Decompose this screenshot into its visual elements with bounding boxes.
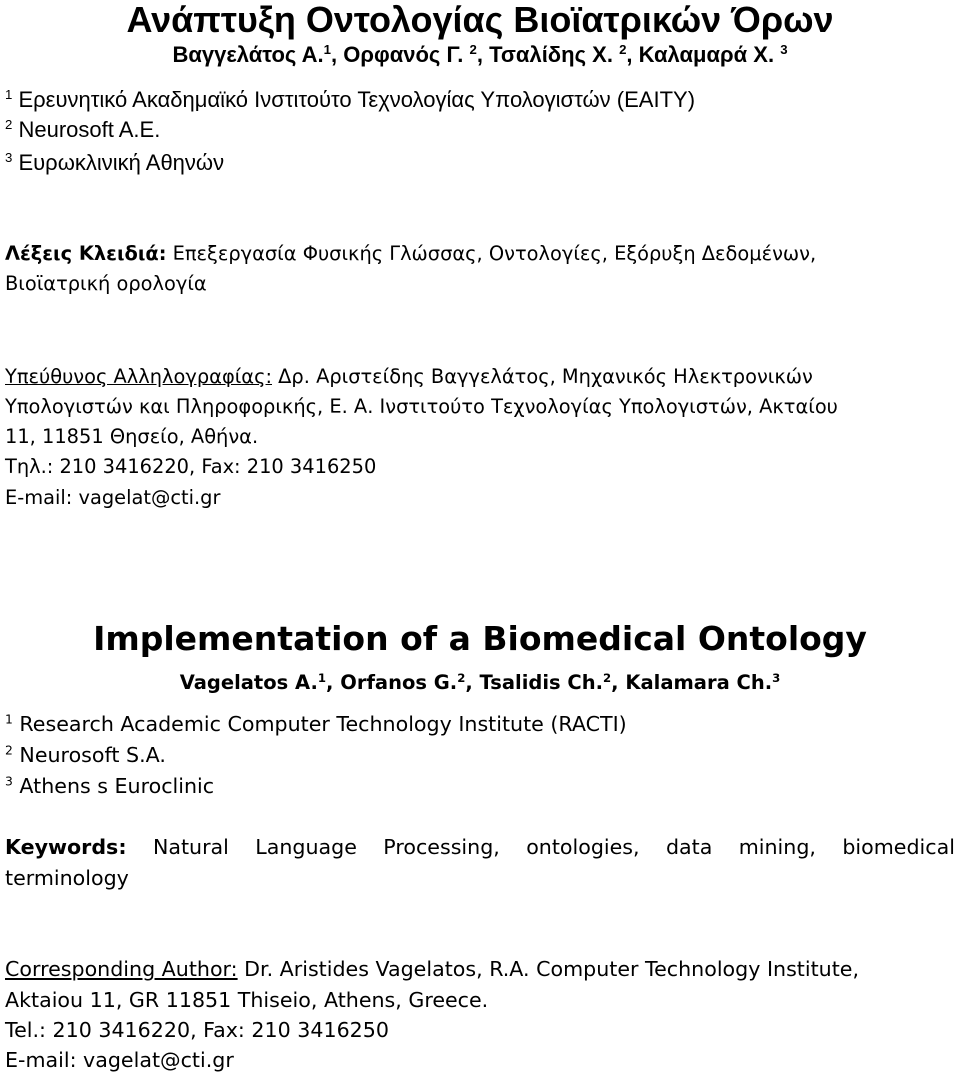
greek-author-4-affil: 3 — [780, 42, 788, 58]
greek-corr-text-1: Δρ. Αριστείδης Βαγγελάτος, Μηχανικός Ηλεκτρονικών — [278, 365, 813, 388]
english-keywords-line-1 — [5, 832, 955, 862]
english-keyword-word: data — [665, 835, 713, 859]
greek-keywords-line-1 — [5, 241, 816, 267]
greek-author-2-affil: 2 — [469, 42, 477, 58]
english-keyword-word: Processing, — [383, 835, 500, 859]
greek-affiliation-3-num: 3 — [5, 150, 13, 166]
english-corr-label: Corresponding Author: — [5, 957, 238, 981]
greek-affiliation-2 — [5, 117, 160, 143]
english-corr-line-2: Aktaiou 11, GR 11851 Thiseio, Athens, Greece. — [5, 988, 489, 1012]
english-affiliation-1-text: Research Academic Computer Technology Institute (RACTI) — [19, 712, 627, 736]
english-author-2: Orfanos G. — [340, 671, 458, 694]
greek-title: Ανάπτυξη Οντολογίας Βιοϊατρικών Όρων — [126, 0, 834, 40]
greek-affiliation-1-text: Ερευνητικό Ακαδημαϊκό Ινστιτούτο Τεχνολογίας Υπολογιστών (ΕΑΙΤΥ) — [18, 87, 696, 112]
greek-affiliation-3-text: Ευρωκλινική Αθηνών — [18, 150, 225, 175]
greek-author-3: Τσαλίδης Χ. — [489, 42, 613, 67]
greek-keywords-text-1: Επεξεργασία Φυσικής Γλώσσας, Οντολογίες, Εξόρυξη Δεδομένων, — [172, 242, 817, 265]
english-keyword-word: Natural — [152, 835, 229, 859]
english-keyword-word: biomedical — [842, 835, 955, 859]
greek-author-2: Ορφανός Γ. — [343, 42, 464, 67]
english-author-4-affil: 3 — [772, 670, 781, 685]
greek-tel: Τηλ.: 210 3416220, Fax: 210 3416250 — [5, 455, 377, 478]
english-keywords-label: Keywords: — [5, 835, 127, 859]
greek-affiliation-2-text: Neurosoft A.E. — [18, 117, 161, 142]
english-affiliation-1 — [5, 709, 627, 739]
english-author-1: Vagelatos A. — [179, 671, 318, 694]
greek-affiliation-3 — [5, 150, 224, 176]
greek-corr-line-2: Υπολογιστών και Πληροφορικής, Ε. Α. Ινστιτούτο Τεχνολογίας Υπολογιστών, Ακταίου — [5, 395, 838, 418]
english-authors: Vagelatos A.$^1$, Orfanos G.$^2$, Tsalidis Ch.$^2$, Kalamara Ch.$^3$ — [179, 670, 781, 694]
english-author-2-affil: 2 — [457, 670, 466, 685]
english-affiliation-3 — [5, 771, 214, 801]
english-author-3: Tsalidis Ch. — [479, 671, 604, 694]
greek-keywords-label: Λέξεις Κλειδιά: — [5, 242, 167, 265]
english-affiliation-1-num: 1 — [5, 712, 13, 727]
greek-author-1-affil: 1 — [323, 42, 331, 58]
greek-affiliation-1-num: 1 — [5, 87, 13, 103]
english-corr-line-1 — [5, 954, 859, 984]
greek-authors: Βαγγελάτος Α.$^1$, Ορφανός Γ. $^2$, Τσαλίδης Χ. $^2$, Καλαμαρά Χ. $^3$ — [172, 42, 788, 67]
greek-keywords-line-2: Βιοϊατρική ορολογία — [5, 272, 207, 295]
english-affiliation-3-text: Athens s Euroclinic — [19, 774, 215, 798]
english-affiliation-2 — [5, 740, 166, 770]
greek-corr-label: Υπεύθυνος Αλληλογραφίας: — [5, 365, 272, 388]
english-author-4: Kalamara Ch. — [625, 671, 773, 694]
english-affiliation-3-num: 3 — [5, 774, 13, 789]
english-keyword-word: mining, — [738, 835, 816, 859]
english-affiliation-2-text: Neurosoft S.A. — [19, 743, 166, 767]
english-corr-text-1: Dr. Aristides Vagelatos, R.A. Computer Technology Institute, — [244, 957, 860, 981]
english-tel: Tel.: 210 3416220, Fax: 210 3416250 — [5, 1018, 389, 1042]
english-email: E-mail: vagelat@cti.gr — [5, 1048, 234, 1072]
greek-corr-line-1 — [5, 364, 813, 390]
english-keyword-word: ontologies, — [526, 835, 640, 859]
greek-author-3-affil: 2 — [619, 42, 627, 58]
english-title: Implementation of a Biomedical Ontology — [93, 619, 867, 658]
english-affiliation-2-num: 2 — [5, 743, 13, 758]
english-author-3-affil: 2 — [603, 670, 612, 685]
greek-corr-line-3: 11, 11851 Θησείο, Αθήνα. — [5, 425, 259, 448]
english-author-1-affil: 1 — [317, 670, 327, 685]
greek-affiliation-2-num: 2 — [5, 117, 13, 133]
english-keywords-line-2: terminology — [5, 866, 129, 890]
english-keyword-word: Language — [255, 835, 357, 859]
greek-email: E-mail: vagelat@cti.gr — [5, 486, 221, 509]
greek-author-1: Βαγγελάτος Α. — [172, 42, 324, 67]
greek-affiliation-1 — [5, 87, 695, 113]
greek-author-4: Καλαμαρά Χ. — [638, 42, 775, 67]
